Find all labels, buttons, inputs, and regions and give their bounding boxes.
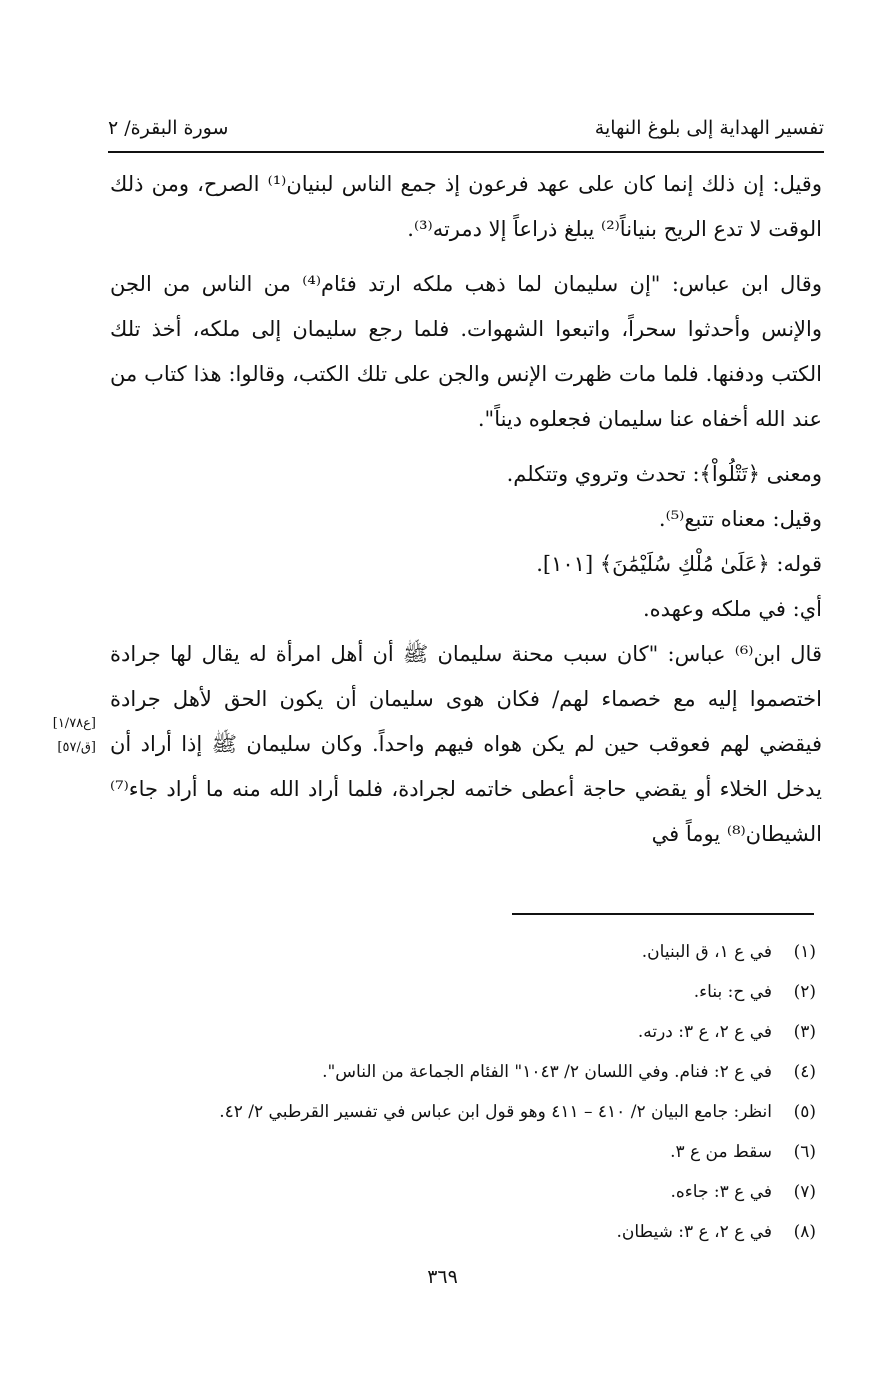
footnote-text: سقط من ع ٣. xyxy=(670,1142,772,1162)
running-header xyxy=(108,108,824,148)
footnote-number: (٦) xyxy=(793,1142,816,1162)
footnote-item xyxy=(110,972,822,1012)
paragraph-2: وقال ابن عباس: "إن سليمان لما ذهب ملكه ارتد فئام⁽⁴⁾ من الناس من الجن والإنس وأحدثوا سحراً، واتبعوا الشهوات. فلما رجع سليمان إلى ملكه، أخذ تلك الكتب ودفنها. فلما مات ظهرت الإنس والجن على تلك الكتب، وقالوا: هذا كتاب من عند الله أخفاه عنا سليمان فجعلوه ديناً". xyxy=(110,272,822,431)
footnotes-list xyxy=(110,932,822,1252)
footnote-number: (٥) xyxy=(793,1102,816,1122)
footnote-number: (١) xyxy=(793,942,816,962)
paragraph-1: وقيل: إن ذلك إنما كان على عهد فرعون إذ جمع الناس لبنيان⁽¹⁾ الصرح، ومن ذلك الوقت لا تدع الريح بنياناً⁽²⁾ يبلغ ذراعاً إلا دمرته⁽³⁾. xyxy=(110,172,822,241)
paragraph-5: قوله: ﴿عَلَىٰ مُلْكِ سُلَيْمَٰنَ﴾ [١٠١]. xyxy=(536,552,822,576)
manuscript-ref-1: [ع١/٧٨] xyxy=(52,716,96,731)
footnote-item xyxy=(110,932,822,972)
manuscript-reference xyxy=(34,712,96,760)
book-title: تفسير الهداية إلى بلوغ النهاية xyxy=(594,117,824,139)
footnote-text: في ع ٢، ع ٣: شيطان. xyxy=(616,1222,772,1242)
header-divider xyxy=(108,151,824,153)
surah-label: سورة البقرة/ ٢ xyxy=(108,117,229,139)
paragraph-3: ومعنى ﴿تَتْلُواْ﴾: تحدث وتروي وتتكلم. xyxy=(506,462,822,486)
main-text xyxy=(110,162,822,867)
footnote-text: في ح: بناء. xyxy=(693,982,772,1002)
footnote-item xyxy=(110,1092,822,1132)
page-number: ٣٦٩ xyxy=(427,1266,458,1288)
footnote-number: (٣) xyxy=(793,1022,816,1042)
manuscript-ref-2: [ق/٥٧] xyxy=(57,740,96,755)
footnote-text: في ع ١، ق البنيان. xyxy=(641,942,772,962)
paragraph-7: قال ابن⁽⁶⁾ عباس: "كان سبب محنة سليمان ﷺ أن أهل امرأة له يقال لها جرادة اختصموا إليه مع خصماء لهم/ فكان هوى سليمان أن يكون الحق لأهل جرادة فيقضي لهم فعوقب حين لم يكن هواه فيهم واحداً. وكان سليمان ﷺ إذا أراد أن يدخل الخلاء أو يقضي حاجة أعطى خاتمه لجرادة، فلما أراد الله منه ما أراد جاء⁽⁷⁾ الشيطان⁽⁸⁾ يوماً في xyxy=(110,642,822,846)
footnote-text: في ع ٢: فنام. وفي اللسان ٢/ ١٠٤٣" الفئام الجماعة من الناس". xyxy=(322,1062,772,1082)
footnote-number: (٧) xyxy=(793,1182,816,1202)
footnote-item xyxy=(110,1052,822,1092)
footnote-item xyxy=(110,1132,822,1172)
footnote-number: (٨) xyxy=(793,1222,816,1242)
paragraph-4: وقيل: معناه تتبع⁽⁵⁾. xyxy=(658,507,822,531)
footnote-number: (٤) xyxy=(793,1062,816,1082)
footnote-text: انظر: جامع البيان ٢/ ٤١٠ – ٤١١ وهو قول ابن عباس في تفسير القرطبي ٢/ ٤٢. xyxy=(219,1102,772,1122)
footnote-text: في ع ٣: جاءه. xyxy=(670,1182,772,1202)
footnote-text: في ع ٢، ع ٣: درته. xyxy=(637,1022,772,1042)
paragraph-6: أي: في ملكه وعهده. xyxy=(642,597,822,621)
footnote-divider xyxy=(512,913,814,915)
footnote-item xyxy=(110,1172,822,1212)
footnote-item xyxy=(110,1212,822,1252)
footnote-number: (٢) xyxy=(793,982,816,1002)
footnote-item xyxy=(110,1012,822,1052)
